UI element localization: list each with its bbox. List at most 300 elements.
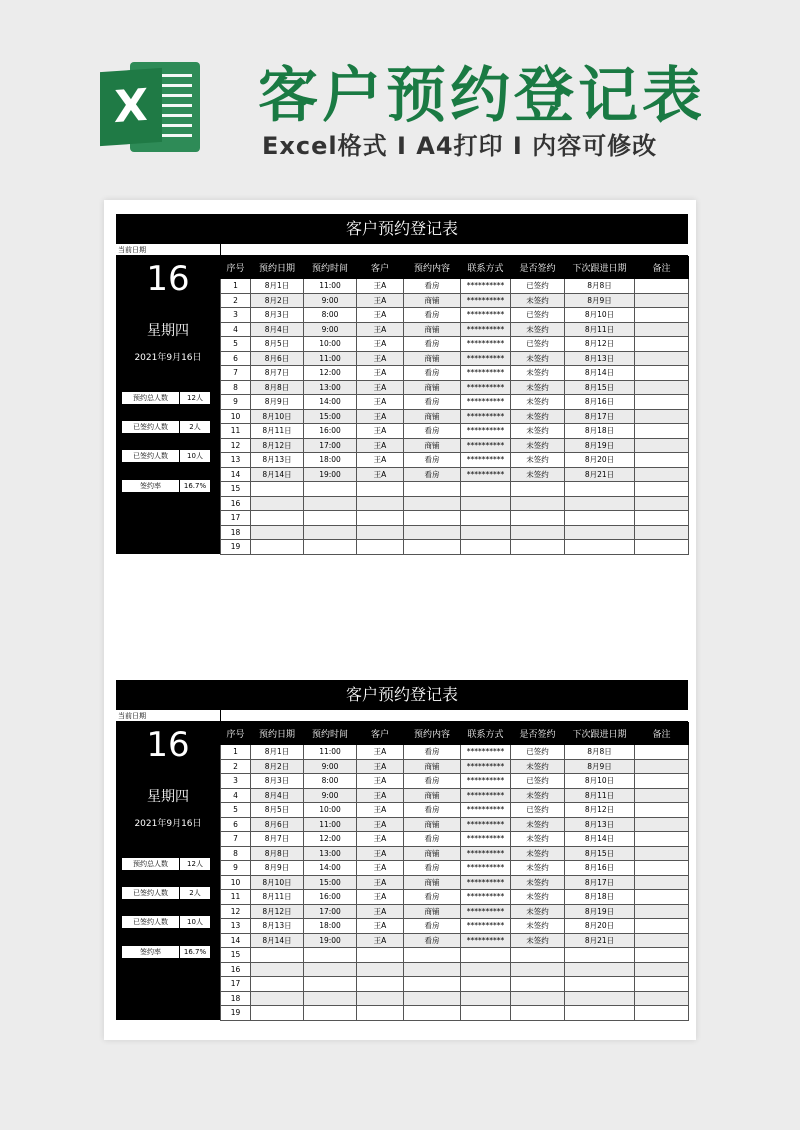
table-cell[interactable]: 看房 — [404, 366, 461, 381]
table-cell[interactable]: 16:00 — [304, 890, 357, 905]
table-cell[interactable] — [461, 540, 511, 555]
table-cell[interactable]: 8月8日 — [565, 279, 635, 294]
table-cell[interactable] — [461, 948, 511, 963]
table-cell[interactable]: 8:00 — [304, 774, 357, 789]
table-cell[interactable]: 8月1日 — [251, 279, 304, 294]
table-cell[interactable]: 8月8日 — [251, 846, 304, 861]
row-index-cell[interactable]: 4 — [221, 788, 251, 803]
row-index-cell[interactable]: 3 — [221, 774, 251, 789]
table-cell[interactable] — [565, 977, 635, 992]
table-cell[interactable]: 王A — [357, 933, 404, 948]
table-cell[interactable]: 8月12日 — [565, 337, 635, 352]
table-cell[interactable]: 16:00 — [304, 424, 357, 439]
table-cell[interactable]: 8月9日 — [251, 395, 304, 410]
table-cell[interactable]: 王A — [357, 438, 404, 453]
row-index-cell[interactable]: 8 — [221, 380, 251, 395]
table-cell[interactable]: 王A — [357, 293, 404, 308]
table-cell[interactable] — [357, 948, 404, 963]
table-cell[interactable] — [511, 496, 565, 511]
table-cell[interactable]: 未签约 — [511, 322, 565, 337]
table-cell[interactable] — [404, 1006, 461, 1021]
table-cell[interactable]: 未签约 — [511, 366, 565, 381]
table-cell[interactable] — [251, 482, 304, 497]
table-cell[interactable] — [635, 759, 689, 774]
table-cell[interactable] — [461, 977, 511, 992]
table-cell[interactable]: 王A — [357, 875, 404, 890]
table-cell[interactable] — [357, 991, 404, 1006]
table-cell[interactable] — [251, 991, 304, 1006]
table-cell[interactable] — [565, 991, 635, 1006]
table-cell[interactable]: ********** — [461, 788, 511, 803]
row-index-cell[interactable]: 2 — [221, 293, 251, 308]
table-cell[interactable]: 未签约 — [511, 904, 565, 919]
table-cell[interactable]: ********** — [461, 817, 511, 832]
table-cell[interactable] — [635, 395, 689, 410]
table-cell[interactable] — [635, 904, 689, 919]
table-cell[interactable] — [251, 948, 304, 963]
table-cell[interactable]: 商铺 — [404, 817, 461, 832]
table-cell[interactable] — [511, 525, 565, 540]
table-cell[interactable]: 8月3日 — [251, 308, 304, 323]
table-cell[interactable]: 看房 — [404, 933, 461, 948]
table-cell[interactable] — [635, 525, 689, 540]
table-cell[interactable]: 8月14日 — [251, 933, 304, 948]
table-cell[interactable] — [304, 496, 357, 511]
table-cell[interactable]: 8月12日 — [565, 803, 635, 818]
table-cell[interactable]: 未签约 — [511, 832, 565, 847]
date-value-cell[interactable] — [220, 244, 688, 255]
table-cell[interactable]: 12:00 — [304, 366, 357, 381]
table-cell[interactable] — [635, 803, 689, 818]
table-cell[interactable]: 未签约 — [511, 890, 565, 905]
table-cell[interactable]: 17:00 — [304, 438, 357, 453]
table-cell[interactable] — [461, 496, 511, 511]
table-cell[interactable]: 王A — [357, 788, 404, 803]
table-cell[interactable] — [357, 540, 404, 555]
table-cell[interactable]: 12:00 — [304, 832, 357, 847]
table-cell[interactable]: 看房 — [404, 861, 461, 876]
table-cell[interactable] — [635, 279, 689, 294]
table-cell[interactable]: 看房 — [404, 308, 461, 323]
table-cell[interactable]: ********** — [461, 366, 511, 381]
table-cell[interactable]: 17:00 — [304, 904, 357, 919]
row-index-cell[interactable]: 11 — [221, 890, 251, 905]
table-cell[interactable] — [511, 511, 565, 526]
table-cell[interactable] — [635, 774, 689, 789]
table-cell[interactable]: 看房 — [404, 774, 461, 789]
row-index-cell[interactable]: 11 — [221, 424, 251, 439]
row-index-cell[interactable]: 13 — [221, 919, 251, 934]
table-cell[interactable]: ********** — [461, 308, 511, 323]
table-cell[interactable]: 商铺 — [404, 759, 461, 774]
table-cell[interactable]: 已签约 — [511, 803, 565, 818]
table-cell[interactable]: 10:00 — [304, 337, 357, 352]
table-cell[interactable] — [635, 817, 689, 832]
table-cell[interactable]: 未签约 — [511, 424, 565, 439]
table-cell[interactable]: 8月10日 — [565, 308, 635, 323]
table-cell[interactable] — [635, 351, 689, 366]
table-cell[interactable]: 8月20日 — [565, 919, 635, 934]
row-index-cell[interactable]: 9 — [221, 861, 251, 876]
row-index-cell[interactable]: 8 — [221, 846, 251, 861]
table-cell[interactable] — [635, 540, 689, 555]
table-cell[interactable]: 14:00 — [304, 861, 357, 876]
table-cell[interactable]: 王A — [357, 395, 404, 410]
table-cell[interactable]: 未签约 — [511, 875, 565, 890]
table-cell[interactable]: 王A — [357, 803, 404, 818]
table-cell[interactable] — [251, 1006, 304, 1021]
table-cell[interactable] — [635, 438, 689, 453]
table-cell[interactable]: 未签约 — [511, 788, 565, 803]
table-cell[interactable]: 8月9日 — [565, 293, 635, 308]
table-cell[interactable] — [635, 322, 689, 337]
date-value-cell[interactable] — [220, 710, 688, 721]
table-cell[interactable] — [565, 540, 635, 555]
table-cell[interactable]: 看房 — [404, 453, 461, 468]
table-cell[interactable] — [461, 525, 511, 540]
table-cell[interactable] — [251, 525, 304, 540]
table-cell[interactable]: 8月3日 — [251, 774, 304, 789]
table-cell[interactable]: 看房 — [404, 467, 461, 482]
table-cell[interactable]: 8月2日 — [251, 759, 304, 774]
table-cell[interactable]: 王A — [357, 861, 404, 876]
table-cell[interactable]: 看房 — [404, 424, 461, 439]
table-cell[interactable]: 王A — [357, 380, 404, 395]
table-cell[interactable]: 11:00 — [304, 279, 357, 294]
table-cell[interactable]: 8月11日 — [565, 322, 635, 337]
table-cell[interactable] — [635, 832, 689, 847]
table-cell[interactable] — [357, 962, 404, 977]
table-cell[interactable] — [565, 482, 635, 497]
table-cell[interactable]: 未签约 — [511, 438, 565, 453]
table-cell[interactable] — [357, 511, 404, 526]
table-cell[interactable]: 王A — [357, 846, 404, 861]
table-cell[interactable] — [404, 525, 461, 540]
table-cell[interactable]: 8月11日 — [251, 424, 304, 439]
table-cell[interactable]: 王A — [357, 919, 404, 934]
table-cell[interactable]: 15:00 — [304, 875, 357, 890]
table-cell[interactable] — [565, 1006, 635, 1021]
table-cell[interactable]: ********** — [461, 293, 511, 308]
table-cell[interactable]: ********** — [461, 453, 511, 468]
table-cell[interactable] — [357, 1006, 404, 1021]
table-cell[interactable]: 11:00 — [304, 817, 357, 832]
table-cell[interactable]: 8月8日 — [565, 745, 635, 760]
table-cell[interactable]: 看房 — [404, 337, 461, 352]
table-cell[interactable] — [304, 482, 357, 497]
table-cell[interactable]: 13:00 — [304, 846, 357, 861]
table-cell[interactable]: 王A — [357, 279, 404, 294]
table-cell[interactable]: 9:00 — [304, 322, 357, 337]
table-cell[interactable] — [357, 977, 404, 992]
table-cell[interactable]: ********** — [461, 875, 511, 890]
row-index-cell[interactable]: 5 — [221, 803, 251, 818]
table-cell[interactable]: 8月13日 — [565, 351, 635, 366]
table-cell[interactable]: 王A — [357, 832, 404, 847]
table-cell[interactable] — [251, 540, 304, 555]
table-cell[interactable]: 商铺 — [404, 293, 461, 308]
table-cell[interactable] — [251, 977, 304, 992]
table-cell[interactable] — [635, 293, 689, 308]
table-cell[interactable] — [635, 482, 689, 497]
table-cell[interactable]: 王A — [357, 424, 404, 439]
table-cell[interactable]: 王A — [357, 351, 404, 366]
table-cell[interactable] — [511, 977, 565, 992]
table-cell[interactable] — [511, 1006, 565, 1021]
table-cell[interactable]: 商铺 — [404, 788, 461, 803]
table-cell[interactable] — [357, 525, 404, 540]
table-cell[interactable] — [404, 511, 461, 526]
table-cell[interactable]: 商铺 — [404, 351, 461, 366]
table-cell[interactable]: 未签约 — [511, 293, 565, 308]
table-cell[interactable]: 8月21日 — [565, 933, 635, 948]
row-index-cell[interactable]: 5 — [221, 337, 251, 352]
table-cell[interactable]: 8月9日 — [565, 759, 635, 774]
table-cell[interactable] — [511, 948, 565, 963]
table-cell[interactable] — [304, 511, 357, 526]
table-cell[interactable]: 未签约 — [511, 861, 565, 876]
table-cell[interactable]: ********** — [461, 438, 511, 453]
table-cell[interactable]: ********** — [461, 933, 511, 948]
table-cell[interactable] — [304, 962, 357, 977]
table-cell[interactable]: 8月16日 — [565, 395, 635, 410]
table-cell[interactable]: 王A — [357, 337, 404, 352]
table-cell[interactable] — [635, 409, 689, 424]
table-cell[interactable]: 19:00 — [304, 467, 357, 482]
table-cell[interactable]: ********** — [461, 279, 511, 294]
row-index-cell[interactable]: 18 — [221, 991, 251, 1006]
table-cell[interactable] — [635, 424, 689, 439]
table-cell[interactable]: 未签约 — [511, 933, 565, 948]
table-cell[interactable]: ********** — [461, 380, 511, 395]
table-cell[interactable]: 8月15日 — [565, 380, 635, 395]
table-cell[interactable]: ********** — [461, 322, 511, 337]
table-cell[interactable] — [635, 467, 689, 482]
table-cell[interactable]: 18:00 — [304, 453, 357, 468]
table-cell[interactable] — [635, 948, 689, 963]
table-cell[interactable]: ********** — [461, 351, 511, 366]
table-cell[interactable] — [304, 991, 357, 1006]
table-cell[interactable]: 未签约 — [511, 453, 565, 468]
table-cell[interactable]: 19:00 — [304, 933, 357, 948]
table-cell[interactable]: 未签约 — [511, 846, 565, 861]
table-cell[interactable]: 看房 — [404, 919, 461, 934]
row-index-cell[interactable]: 12 — [221, 438, 251, 453]
table-cell[interactable]: 8月11日 — [251, 890, 304, 905]
row-index-cell[interactable]: 2 — [221, 759, 251, 774]
table-cell[interactable]: 8月20日 — [565, 453, 635, 468]
table-cell[interactable]: 8月17日 — [565, 409, 635, 424]
table-cell[interactable]: 18:00 — [304, 919, 357, 934]
table-cell[interactable] — [404, 540, 461, 555]
table-cell[interactable]: 商铺 — [404, 904, 461, 919]
table-cell[interactable] — [635, 846, 689, 861]
table-cell[interactable]: 8月7日 — [251, 366, 304, 381]
table-cell[interactable]: 已签约 — [511, 279, 565, 294]
table-cell[interactable] — [635, 511, 689, 526]
table-cell[interactable] — [635, 962, 689, 977]
table-cell[interactable] — [304, 977, 357, 992]
table-cell[interactable]: 王A — [357, 322, 404, 337]
table-cell[interactable]: 王A — [357, 759, 404, 774]
table-cell[interactable] — [511, 991, 565, 1006]
table-cell[interactable]: 8月7日 — [251, 832, 304, 847]
table-cell[interactable]: 已签约 — [511, 308, 565, 323]
table-cell[interactable]: 未签约 — [511, 409, 565, 424]
table-cell[interactable]: 王A — [357, 904, 404, 919]
table-cell[interactable]: ********** — [461, 890, 511, 905]
table-cell[interactable]: 9:00 — [304, 759, 357, 774]
table-cell[interactable]: 未签约 — [511, 351, 565, 366]
table-cell[interactable]: 商铺 — [404, 875, 461, 890]
table-cell[interactable]: 看房 — [404, 745, 461, 760]
table-cell[interactable]: 8月12日 — [251, 438, 304, 453]
table-cell[interactable]: 8月21日 — [565, 467, 635, 482]
table-cell[interactable]: 8月17日 — [565, 875, 635, 890]
row-index-cell[interactable]: 14 — [221, 933, 251, 948]
table-cell[interactable]: 已签约 — [511, 774, 565, 789]
table-cell[interactable] — [404, 948, 461, 963]
table-cell[interactable]: ********** — [461, 832, 511, 847]
row-index-cell[interactable]: 19 — [221, 540, 251, 555]
table-cell[interactable] — [635, 308, 689, 323]
row-index-cell[interactable]: 16 — [221, 962, 251, 977]
row-index-cell[interactable]: 6 — [221, 351, 251, 366]
table-cell[interactable]: 8月16日 — [565, 861, 635, 876]
table-cell[interactable]: 王A — [357, 774, 404, 789]
row-index-cell[interactable]: 18 — [221, 525, 251, 540]
row-index-cell[interactable]: 6 — [221, 817, 251, 832]
table-cell[interactable] — [461, 511, 511, 526]
table-cell[interactable]: 商铺 — [404, 322, 461, 337]
table-cell[interactable]: ********** — [461, 395, 511, 410]
row-index-cell[interactable]: 12 — [221, 904, 251, 919]
row-index-cell[interactable]: 15 — [221, 482, 251, 497]
table-cell[interactable] — [635, 788, 689, 803]
table-cell[interactable]: 看房 — [404, 890, 461, 905]
table-cell[interactable]: 8月6日 — [251, 351, 304, 366]
table-cell[interactable] — [635, 919, 689, 934]
table-cell[interactable]: 15:00 — [304, 409, 357, 424]
table-cell[interactable]: 商铺 — [404, 409, 461, 424]
table-cell[interactable] — [404, 991, 461, 1006]
table-cell[interactable]: 11:00 — [304, 745, 357, 760]
table-cell[interactable]: 9:00 — [304, 788, 357, 803]
table-cell[interactable]: 商铺 — [404, 846, 461, 861]
table-cell[interactable]: 商铺 — [404, 438, 461, 453]
row-index-cell[interactable]: 19 — [221, 1006, 251, 1021]
table-cell[interactable] — [565, 948, 635, 963]
table-cell[interactable]: 王A — [357, 409, 404, 424]
table-cell[interactable]: 8月8日 — [251, 380, 304, 395]
table-cell[interactable] — [635, 745, 689, 760]
table-cell[interactable] — [251, 511, 304, 526]
table-cell[interactable]: 看房 — [404, 803, 461, 818]
table-cell[interactable] — [404, 977, 461, 992]
table-cell[interactable]: 8月13日 — [565, 817, 635, 832]
table-cell[interactable]: 8月5日 — [251, 803, 304, 818]
table-cell[interactable]: 未签约 — [511, 759, 565, 774]
table-cell[interactable]: 8月10日 — [565, 774, 635, 789]
table-cell[interactable] — [511, 540, 565, 555]
table-cell[interactable] — [635, 977, 689, 992]
table-cell[interactable]: 8月15日 — [565, 846, 635, 861]
table-cell[interactable]: ********** — [461, 467, 511, 482]
table-cell[interactable] — [304, 1006, 357, 1021]
table-cell[interactable] — [635, 991, 689, 1006]
table-cell[interactable]: 8月4日 — [251, 322, 304, 337]
row-index-cell[interactable]: 9 — [221, 395, 251, 410]
table-cell[interactable] — [461, 1006, 511, 1021]
table-cell[interactable]: 9:00 — [304, 293, 357, 308]
table-cell[interactable]: ********** — [461, 846, 511, 861]
table-cell[interactable] — [404, 482, 461, 497]
table-cell[interactable] — [304, 525, 357, 540]
table-cell[interactable] — [304, 948, 357, 963]
table-cell[interactable] — [635, 861, 689, 876]
row-index-cell[interactable]: 14 — [221, 467, 251, 482]
table-cell[interactable]: ********** — [461, 745, 511, 760]
table-cell[interactable] — [565, 962, 635, 977]
table-cell[interactable]: 看房 — [404, 395, 461, 410]
table-cell[interactable] — [635, 875, 689, 890]
table-cell[interactable] — [461, 962, 511, 977]
table-cell[interactable]: 8月10日 — [251, 409, 304, 424]
table-cell[interactable]: 王A — [357, 453, 404, 468]
table-cell[interactable]: 8月11日 — [565, 788, 635, 803]
table-cell[interactable]: 8:00 — [304, 308, 357, 323]
table-cell[interactable] — [511, 962, 565, 977]
table-cell[interactable]: 看房 — [404, 832, 461, 847]
table-cell[interactable]: 已签约 — [511, 745, 565, 760]
table-cell[interactable] — [461, 991, 511, 1006]
table-cell[interactable]: 8月10日 — [251, 875, 304, 890]
table-cell[interactable] — [565, 496, 635, 511]
table-cell[interactable] — [565, 525, 635, 540]
table-cell[interactable]: 王A — [357, 366, 404, 381]
row-index-cell[interactable]: 7 — [221, 366, 251, 381]
row-index-cell[interactable]: 7 — [221, 832, 251, 847]
table-cell[interactable]: ********** — [461, 424, 511, 439]
table-cell[interactable] — [635, 933, 689, 948]
row-index-cell[interactable]: 16 — [221, 496, 251, 511]
table-cell[interactable]: 未签约 — [511, 919, 565, 934]
table-cell[interactable]: 王A — [357, 745, 404, 760]
table-cell[interactable]: ********** — [461, 803, 511, 818]
table-cell[interactable]: 已签约 — [511, 337, 565, 352]
table-cell[interactable] — [404, 496, 461, 511]
table-cell[interactable] — [635, 366, 689, 381]
table-cell[interactable]: 8月5日 — [251, 337, 304, 352]
row-index-cell[interactable]: 10 — [221, 409, 251, 424]
table-cell[interactable] — [304, 540, 357, 555]
table-cell[interactable]: 王A — [357, 308, 404, 323]
table-cell[interactable]: ********** — [461, 337, 511, 352]
table-cell[interactable]: 未签约 — [511, 395, 565, 410]
table-cell[interactable] — [357, 482, 404, 497]
table-cell[interactable]: 11:00 — [304, 351, 357, 366]
table-cell[interactable] — [511, 482, 565, 497]
table-cell[interactable]: 王A — [357, 467, 404, 482]
table-cell[interactable]: 10:00 — [304, 803, 357, 818]
table-cell[interactable]: 8月2日 — [251, 293, 304, 308]
table-cell[interactable] — [404, 962, 461, 977]
table-cell[interactable]: 8月14日 — [251, 467, 304, 482]
table-cell[interactable] — [635, 890, 689, 905]
table-cell[interactable] — [357, 496, 404, 511]
table-cell[interactable]: 商铺 — [404, 380, 461, 395]
table-cell[interactable]: 8月1日 — [251, 745, 304, 760]
